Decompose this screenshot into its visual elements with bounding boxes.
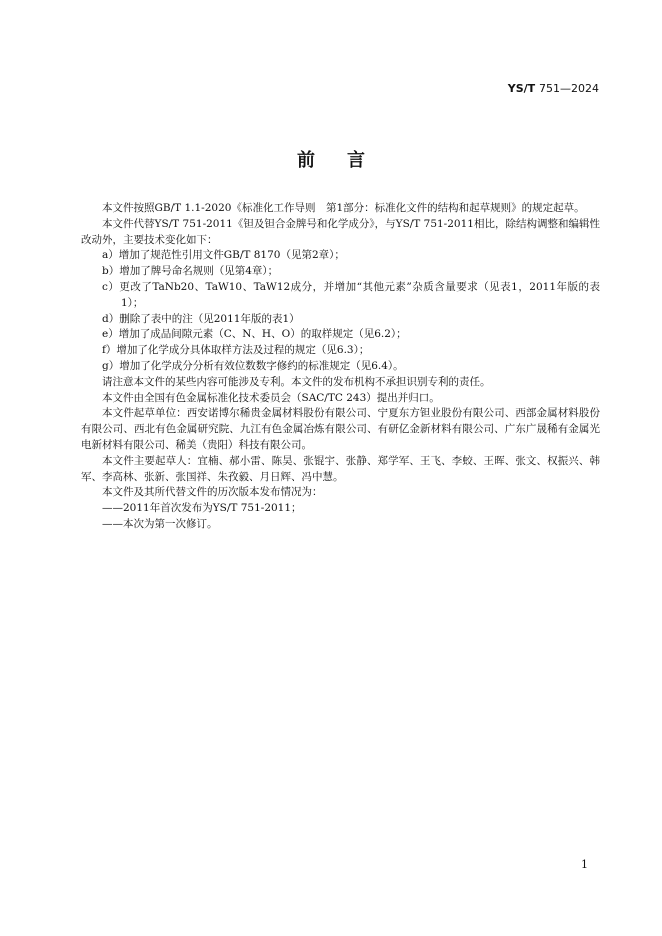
standard-prefix: YS/T xyxy=(507,82,536,95)
page-title: 前言 xyxy=(297,150,397,171)
history-item-current: ——本次为第一次修订。 xyxy=(102,517,218,530)
standard-code xyxy=(508,82,599,95)
paragraph-drafting-units: 本文件起草单位：西安诺博尔稀贵金属材料股份有限公司、宁夏东方钽业股份有限公司、西部金属材料股份有限公司、西北有色金属研究院、九江有色金属冶炼有限公司、有研亿金新材料有限公司、广东广晟稀有金属光电新材料有限公司、稀美（贵阳）科技有限公司。 xyxy=(81,407,600,451)
paragraph-history-intro: 本文件及其所代替文件的历次版本发布情况为： xyxy=(102,486,323,499)
change-item-e: e）增加了成品间隙元素（C、N、H、O）的取样规定（见6.2）； xyxy=(102,328,407,341)
change-item-f: f）增加了化学成分具体取样方法及过程的规定（见6.3）； xyxy=(102,344,370,357)
change-item-g: g）增加了化学成分分析有效位数数字修约的标准规定（见6.4）。 xyxy=(102,359,404,372)
paragraph-replacement: 本文件代替YS/T 751-2011《钽及钽合金牌号和化学成分》，与YS/T 751-2011相比，除结构调整和编辑性改动外，主要技术变化如下： xyxy=(81,217,600,246)
foreword-body xyxy=(81,201,600,533)
paragraph-patent-notice: 请注意本文件的某些内容可能涉及专利。本文件的发布机构不承担识别专利的责任。 xyxy=(102,375,491,388)
change-item-a: a）增加了规范性引用文件GB/T 8170（见第2章）； xyxy=(102,249,345,262)
paragraph-drafters: 本文件主要起草人：宜楠、郝小雷、陈昊、张锟宇、张静、郑学军、王飞、李蛟、王晖、张文、权振兴、韩军、李高林、张新、张国祥、朱孜毅、月日辉、冯中慧。 xyxy=(81,454,600,483)
page-number: 1 xyxy=(581,858,588,871)
paragraph-drafting-rules: 本文件按照GB/T 1.1-2020《标准化工作导则 第1部分：标准化文件的结构和起草规则》的规定起草。 xyxy=(102,202,585,214)
change-item-d: d）删除了表中的注（见2011年版的表1） xyxy=(102,312,300,325)
change-item-c: c）更改了TaNb20、TaW10、TaW12成分，并增加“其他元素”杂质含量要求（见表1，2011年版的表1）； xyxy=(102,280,600,309)
paragraph-proposer: 本文件由全国有色金属标准化技术委员会（SAC/TC 243）提出并归口。 xyxy=(102,391,440,404)
change-item-b: b）增加了牌号命名规则（见第4章）； xyxy=(102,265,279,278)
history-item-2011: ——2011年首次发布为YS/T 751-2011； xyxy=(102,502,302,515)
standard-number: 751—2024 xyxy=(539,82,599,95)
